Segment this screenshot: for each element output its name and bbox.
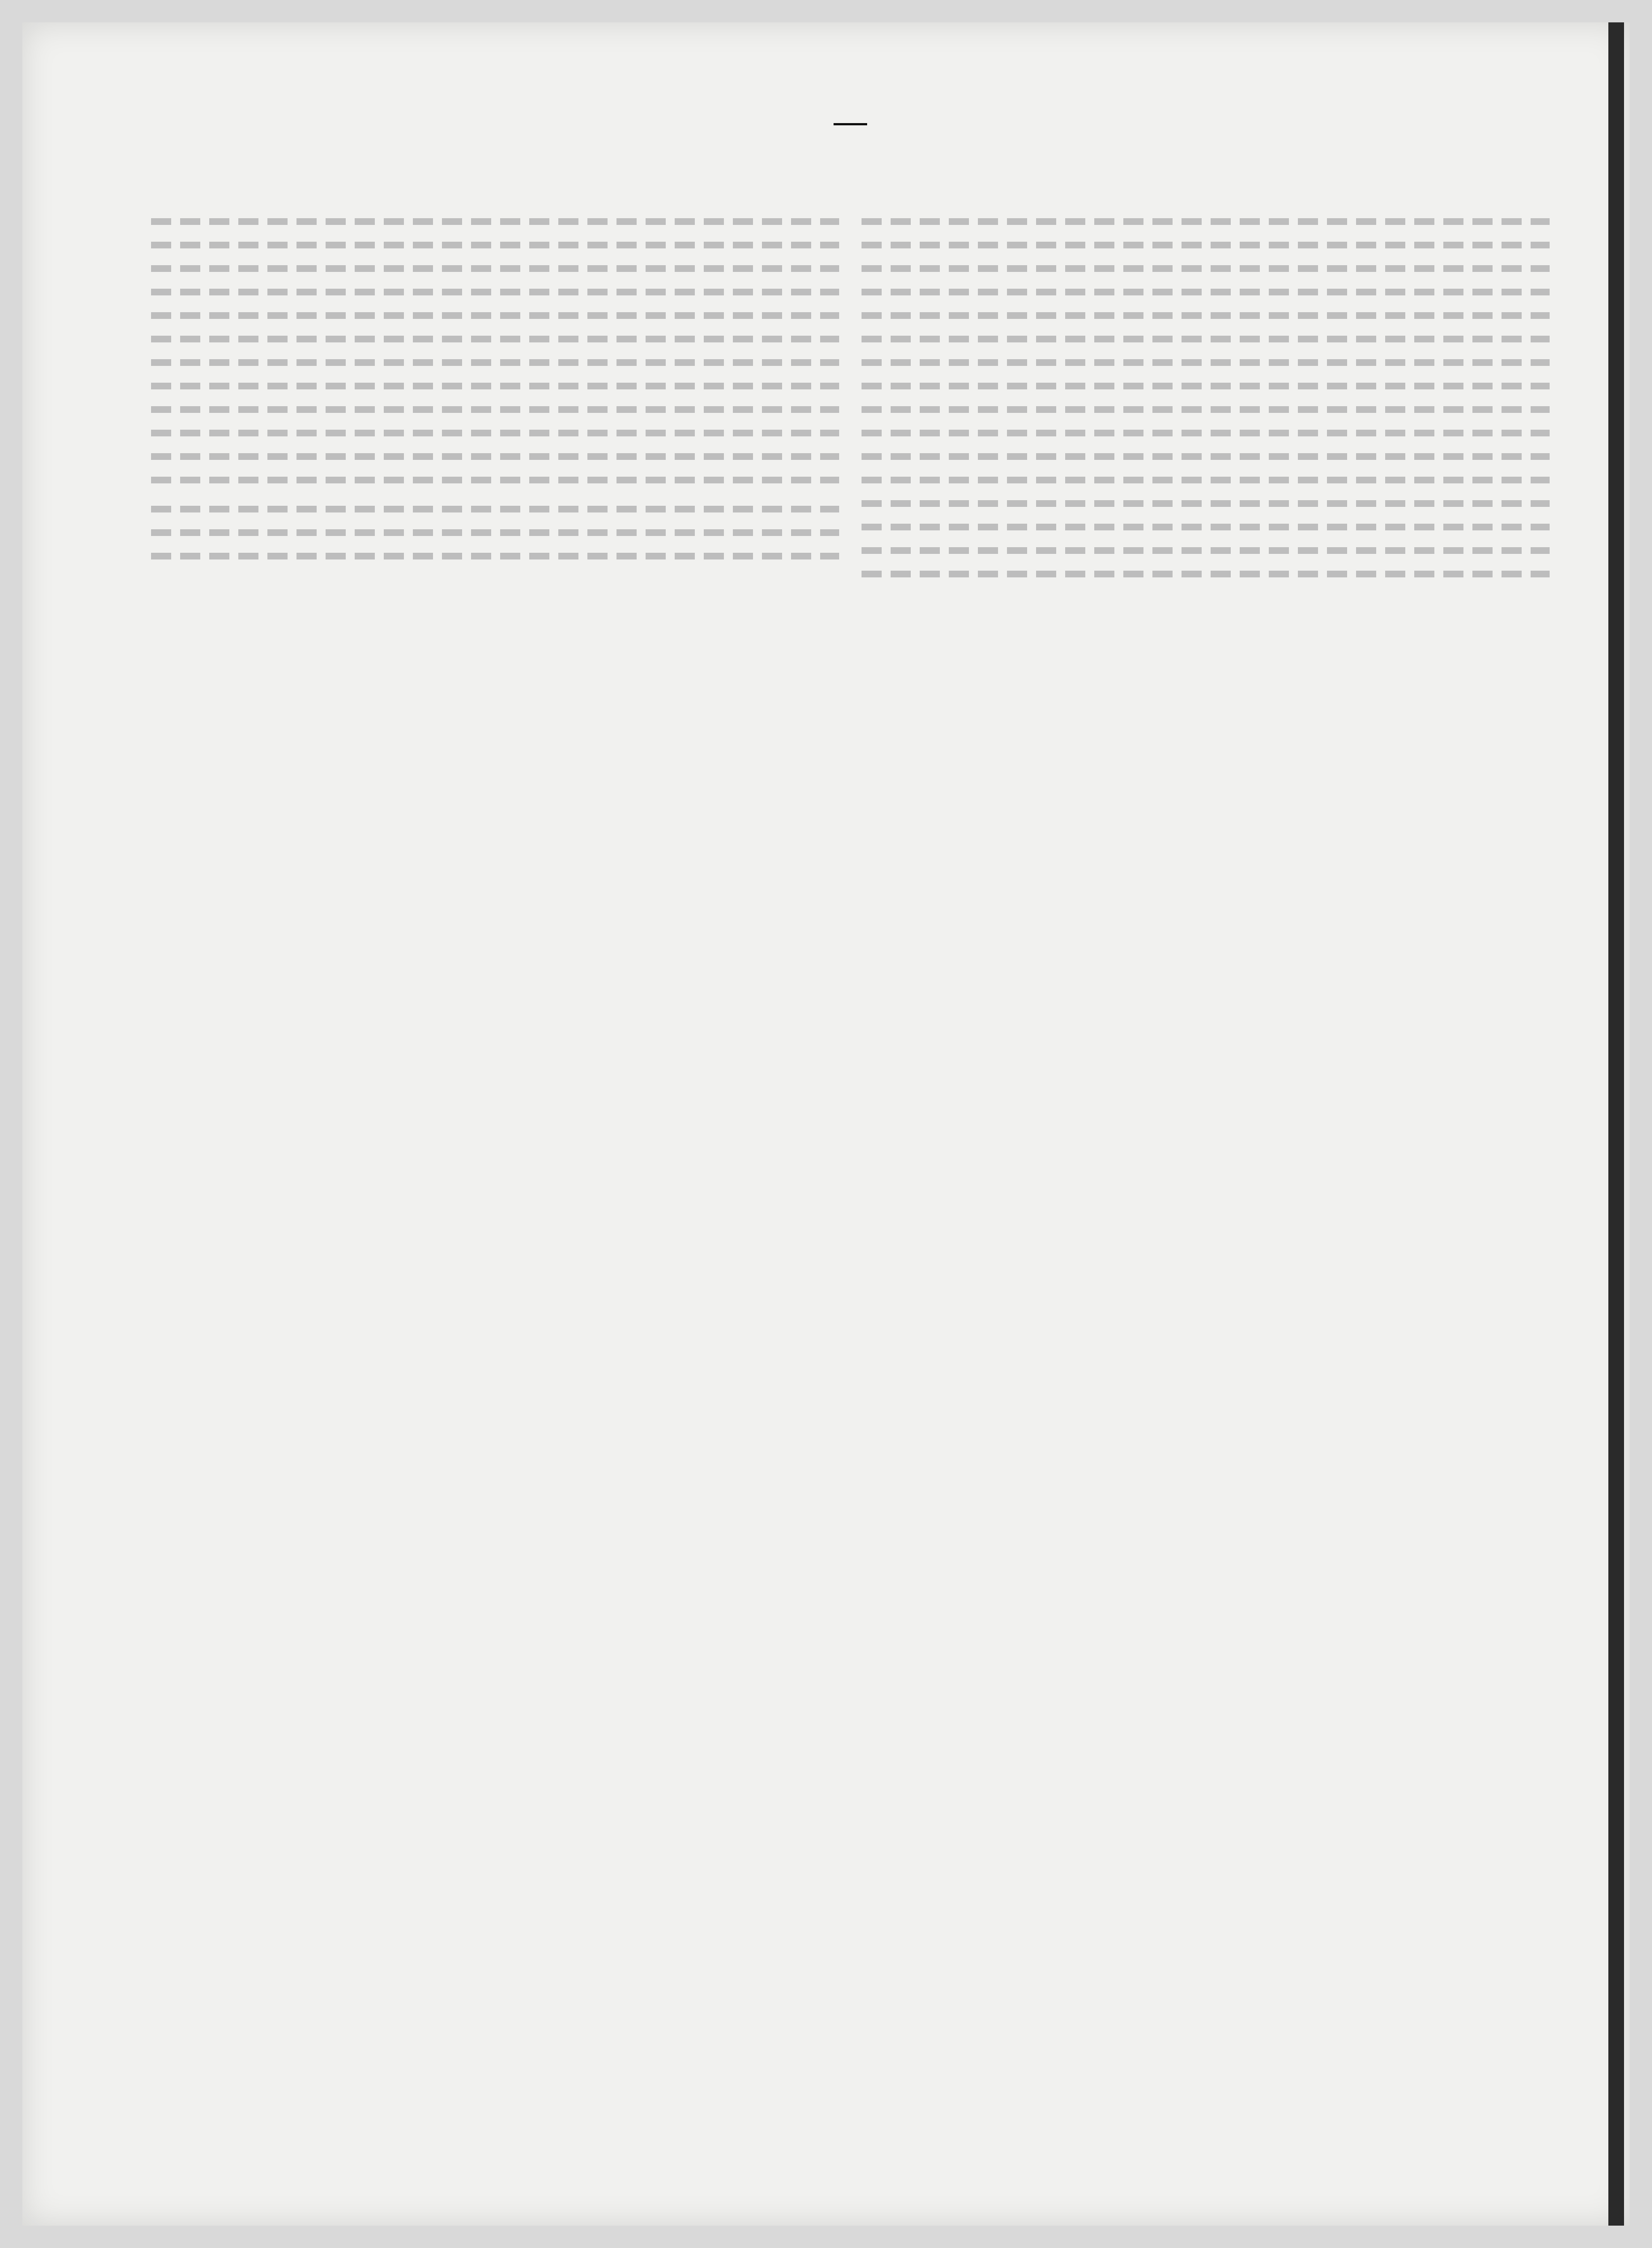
text-line-placeholder — [151, 406, 839, 413]
text-line-placeholder — [862, 218, 1550, 225]
text-line-placeholder — [151, 359, 839, 366]
text-line-placeholder — [151, 553, 839, 559]
text-line-placeholder — [151, 453, 839, 460]
text-line-placeholder — [862, 524, 1550, 530]
text-line-placeholder — [862, 289, 1550, 295]
text-line-placeholder — [151, 265, 839, 272]
text-line-placeholder — [862, 430, 1550, 436]
text-line-placeholder — [151, 477, 839, 483]
text-line-placeholder — [151, 383, 839, 389]
text-line-placeholder — [862, 359, 1550, 366]
text-line-placeholder — [151, 289, 839, 295]
text-line-placeholder — [862, 547, 1550, 554]
text-line-placeholder — [151, 529, 839, 536]
text-line-placeholder — [862, 477, 1550, 483]
text-line-placeholder — [862, 336, 1550, 342]
text-line-placeholder — [862, 571, 1550, 577]
text-line-placeholder — [151, 242, 839, 248]
text-line-placeholder — [151, 218, 839, 225]
text-line-placeholder — [862, 265, 1550, 272]
scan-edge-shadow — [1608, 22, 1624, 2226]
page-number — [834, 117, 867, 125]
text-line-placeholder — [862, 383, 1550, 389]
text-line-placeholder — [151, 430, 839, 436]
text-line-placeholder — [862, 242, 1550, 248]
text-line-placeholder — [862, 453, 1550, 460]
text-line-placeholder — [862, 500, 1550, 507]
text-line-placeholder — [151, 506, 839, 512]
right-column — [862, 201, 1550, 594]
newspaper-page — [22, 22, 1630, 2226]
text-line-placeholder — [862, 312, 1550, 319]
text-line-placeholder — [862, 406, 1550, 413]
left-column — [151, 201, 839, 576]
text-line-placeholder — [151, 312, 839, 319]
text-line-placeholder — [151, 336, 839, 342]
